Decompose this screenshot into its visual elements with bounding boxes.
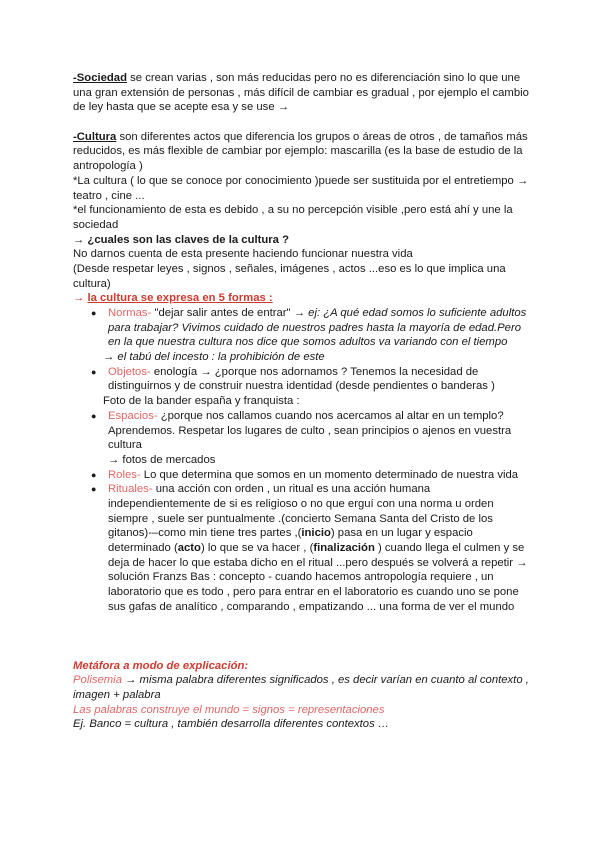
bullet-icon: ● [91,308,97,318]
bullet-label: Normas- [108,307,152,319]
bullet-rituales [73,482,553,497]
bullet-objetos [73,365,553,380]
bullet-espacios [73,409,553,424]
text-line: teatro , cine ... [73,189,145,202]
text: enología → ¿porque nos adornamos ? Tenemos la necesidad de [150,365,479,378]
text-line: deja de hacer lo que estaba dicho en el ritual ...pero después se volverá a repetir → [108,556,528,569]
text-line: cultura) [73,277,111,290]
text-line: *el funcionamiento de esta es debido , a su no percepción visible ,pero está ahí y une la [73,204,513,217]
cultura-line [73,130,553,145]
text-line: de ley hasta que se acepte esa y se use → [73,101,290,114]
bullet-label: Objetos- [108,365,151,378]
text-line: antropología ) [73,160,143,173]
text-line: (Desde respetar leyes , signos , señales, imágenes , actos ...eso es lo que implica una [73,262,506,275]
bullet-icon: ● [91,410,97,421]
text-line: → fotos de mercados [108,453,216,466]
bold-term: acto [177,542,201,554]
text-line: solución Franzs Bas : concepto - cuando hacemos antropología requiere , un [108,571,494,584]
text: "dejar salir antes de entrar" → [151,307,309,319]
bold-term: inicio [301,527,331,540]
text: Lo que determina que somos en un momento determinado de nuestra vida [140,468,519,481]
polisemia-term: Polisemia [73,674,122,687]
bold-term: finalización [313,542,375,554]
text: determinado ( [108,542,178,554]
arrow: → [73,292,88,305]
text: son diferentes actos que diferencia los grupos o áreas de otros , de tamaños más [116,130,528,143]
text: se crean varias , son más reducidas pero no es diferenciación sino lo que une [127,72,521,84]
bullet-label: Espacios- [108,409,158,422]
cultura-term: -Cultura [73,130,117,143]
formas-heading [73,291,553,306]
text: ¿porque nos callamos cuando nos acercamos al altar en un templo? [157,409,504,422]
text-line: sociedad [73,218,119,231]
text-line: en la que nuestra cultura nos dice que somos adultos va variando con el tiempo [108,336,508,349]
formas-heading-text: la cultura se expresa en 5 formas : [87,292,273,305]
text-line: sus gafas de analítico , comparando , empatizando ... una forma de ver el mundo [108,600,515,613]
text-line: laboratorio que es todo , pero para entrar en el laboratorio es cuando uno se pone [108,586,519,599]
metafora-heading: Metáfora a modo de explicación: [73,659,249,672]
bullet-icon: ● [91,484,97,495]
text-line: No darnos cuenta de esta presente haciendo funcionar nuestra vida [73,248,413,261]
text: → misma palabra diferentes significados , es decir varían en cuanto al contexto , [121,674,529,687]
text-line: imagen + palabra [73,688,161,701]
text-line: Ej. Banco = cultura , también desarrolla diferentes contextos … [73,718,390,731]
blank-line [73,614,553,629]
text-line: independientemente de si es religioso o no que erguí con una norma u orden [108,497,494,510]
bullet-roles [73,468,553,483]
bullet-icon: ● [91,469,97,480]
text: ) pasa en un lugar y espacio [330,527,473,540]
text-line: siempre , suele ser puntualmente .(concierto Semana Santa del Cristo de los [108,512,493,525]
text-line: Las palabras construye el mundo = signos = representaciones [73,703,385,716]
text-line: *La cultura ( lo que se conoce por conocimiento )puede ser sustituida por el entretiempo → [73,174,529,187]
text: una acción con orden , un ritual es una acción humana [152,483,431,496]
blank-line [73,644,553,659]
bullet-icon: ● [91,366,97,377]
text-line: distinguirnos y de construir nuestra identidad (desde pendientes o banderas ) [108,380,495,393]
blank-line [73,115,553,130]
text-line: Foto de la bander españa y franquista : [103,395,300,408]
text-line: cultura [108,439,142,452]
document-body [73,71,553,732]
text-line: reducidos, es más flexible de cambiar por ejemplo: mascarilla (es la base de estudio de la [73,145,523,158]
bullet-label: Roles- [108,468,141,481]
text: gitanos)-–como min tiene tres partes ,( [108,527,302,540]
sociedad-line [73,71,553,86]
question-heading: → ¿cuales son las claves de la cultura ? [73,233,289,246]
bullet-label: Rituales- [108,483,153,496]
text-line: una gran extensión de personas , más difícil de cambiar es gradual , por ejemplo el cambio [73,86,529,99]
sociedad-term: -Sociedad [73,72,127,84]
blank-line [73,629,553,644]
text-line: Aprendemos. Respetar los lugares de culto , sean principios o ajenos en vuestra [108,424,512,437]
text: ) cuando llega el culmen y se [374,542,525,554]
polisemia-line [73,673,553,688]
text: ej: ¿A qué edad somos lo suficiente adultos [308,307,527,319]
text-line [73,541,553,556]
text-line [73,526,553,541]
bullet-normas [73,306,553,321]
text-line: para trabajar? Vivimos cuidado de nuestros padres hasta la mayoría de edad.Pero [108,321,522,334]
text-line: → el tabú del incesto : la prohibición de este [103,351,325,364]
text: ) lo que se va hacer , ( [200,542,314,554]
